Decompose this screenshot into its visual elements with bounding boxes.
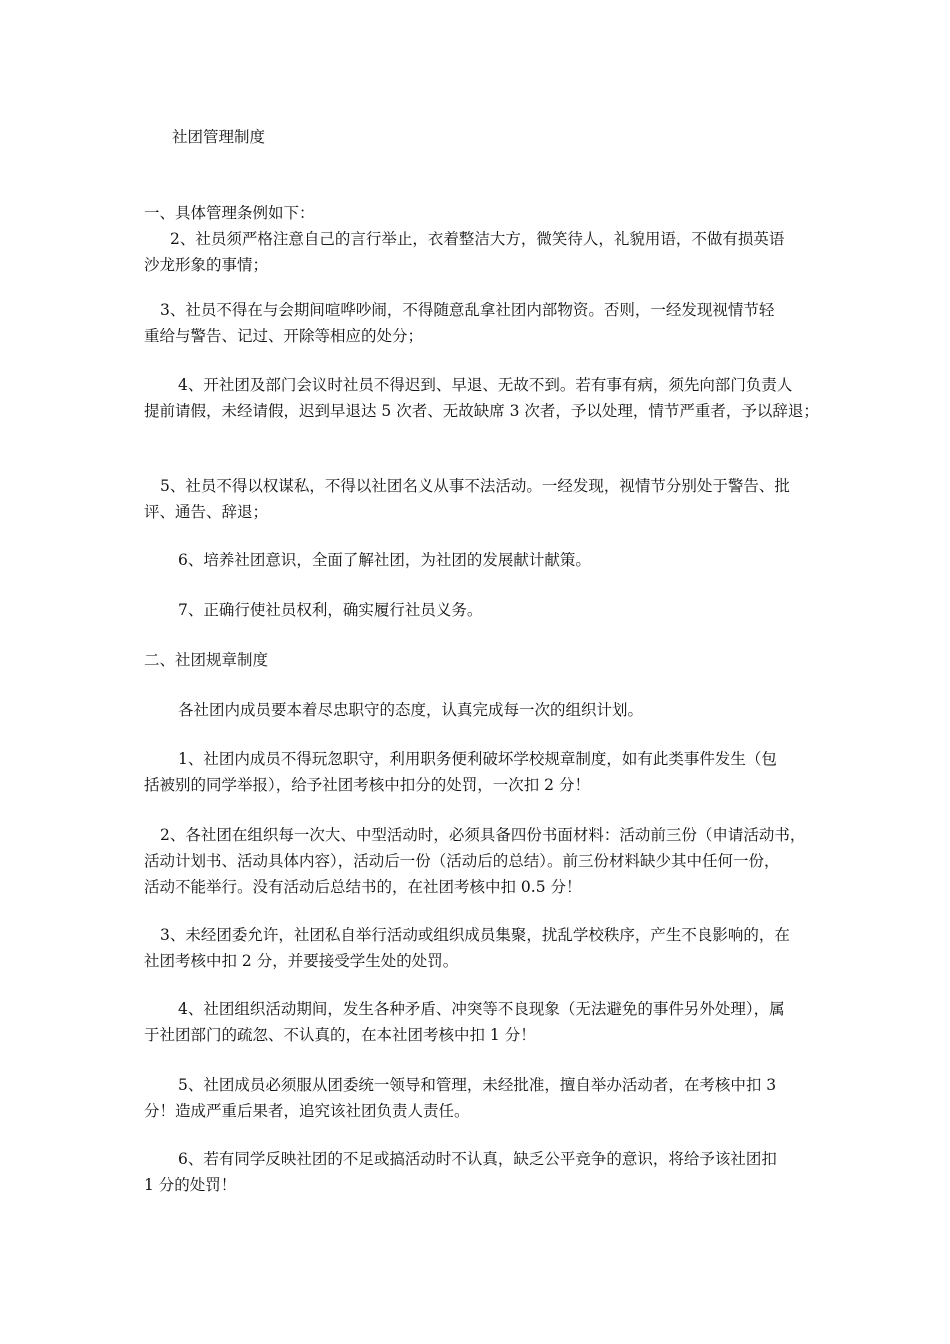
paragraph-line: 重给与警告、记过、开除等相应的处分； bbox=[144, 327, 424, 345]
paragraph-line: 于社团部门的疏忽、不认真的，在本社团考核中扣 1 分！ bbox=[144, 1026, 536, 1044]
paragraph-line: 3、未经团委允许，社团私自举行活动或组织成员集聚，扰乱学校秩序，产生不良影响的，在 bbox=[160, 926, 790, 944]
section-heading-1: 一、具体管理条例如下： bbox=[144, 204, 315, 222]
paragraph-line: 1 分的处罚！ bbox=[144, 1176, 237, 1194]
document-title: 社团管理制度 bbox=[172, 128, 266, 146]
paragraph-line: 5、社员不得以权谋私，不得以社团名义从事不法活动。一经发现，视情节分别处于警告、批 bbox=[160, 477, 790, 495]
paragraph-line: 分！造成严重后果者，追究该社团负责人责任。 bbox=[144, 1102, 470, 1120]
paragraph-line: 活动不能举行。没有活动后总结书的，在社团考核中扣 0.5 分！ bbox=[144, 878, 582, 896]
paragraph-line: 3、社员不得在与会期间喧哗吵闹，不得随意乱拿社团内部物资。否则，一经发现视情节轻 bbox=[160, 301, 775, 319]
section-heading-2: 二、社团规章制度 bbox=[144, 651, 269, 669]
paragraph-line: 2、社员须严格注意自己的言行举止，衣着整洁大方，微笑待人，礼貌用语，不做有损英语 bbox=[170, 230, 785, 248]
paragraph-line: 7、正确行使社员权利，确实履行社员义务。 bbox=[178, 601, 483, 619]
paragraph-line: 5、社团成员必须服从团委统一领导和管理，未经批准，擅自举办活动者，在考核中扣 3 bbox=[178, 1076, 777, 1094]
paragraph-line: 6、若有同学反映社团的不足或搞活动时不认真，缺乏公平竞争的意识，将给予该社团扣 bbox=[178, 1150, 777, 1168]
paragraph-line: 提前请假，未经请假，迟到早退达 5 次者、无故缺席 3 次者，予以处理，情节严重者，予以辞退； bbox=[144, 402, 819, 420]
paragraph-line: 括被别的同学举报），给予社团考核中扣分的处罚，一次扣 2 分！ bbox=[144, 776, 590, 794]
paragraph-line: 2、各社团在组织每一次大、中型活动时，必须具备四份书面材料：活动前三份（申请活动书， bbox=[160, 826, 806, 844]
paragraph-line: 各社团内成员要本着尽忠职守的态度，认真完成每一次的组织计划。 bbox=[178, 701, 644, 719]
paragraph-line: 评、通告、辞退； bbox=[144, 503, 269, 521]
paragraph-line: 4、社团组织活动期间，发生各种矛盾、冲突等不良现象（无法避免的事件另外处理），属 bbox=[178, 1000, 785, 1018]
paragraph-line: 活动计划书、活动具体内容），活动后一份（活动后的总结）。前三份材料缺少其中任何一份， bbox=[144, 852, 780, 870]
paragraph-line: 沙龙形象的事情； bbox=[144, 256, 269, 274]
paragraph-line: 社团考核中扣 2 分，并要接受学生处的处罚。 bbox=[144, 952, 459, 970]
paragraph-line: 6、培养社团意识，全面了解社团，为社团的发展献计献策。 bbox=[178, 551, 591, 569]
paragraph-line: 1、社团内成员不得玩忽职守，利用职务便利破坏学校规章制度，如有此类事件发生（包 bbox=[178, 750, 777, 768]
paragraph-line: 4、开社团及部门会议时社员不得迟到、早退、无故不到。若有事有病，须先向部门负责人 bbox=[178, 376, 793, 394]
